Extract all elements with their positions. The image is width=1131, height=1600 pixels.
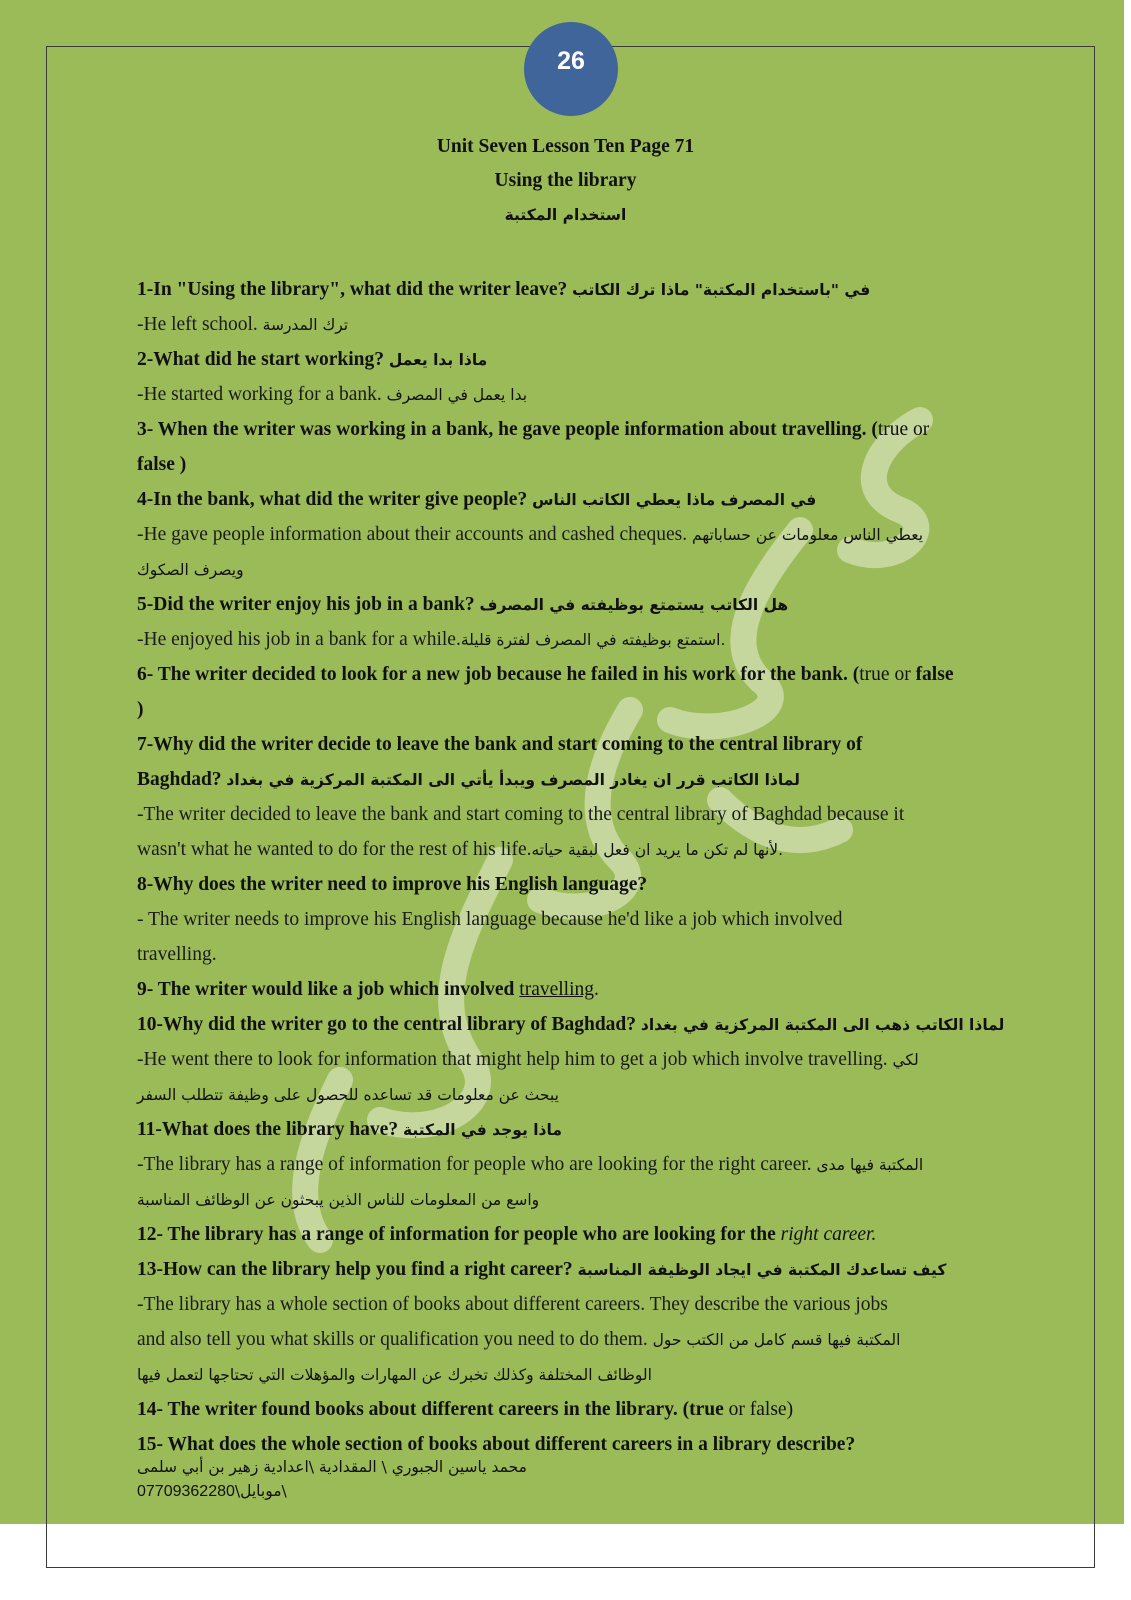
line-4 bbox=[137, 377, 1017, 412]
line-30 bbox=[137, 1287, 1017, 1322]
line-19 bbox=[137, 902, 1017, 937]
lesson-subtitle: Using the library bbox=[494, 170, 637, 191]
question-7-cont: Baghdad? bbox=[137, 769, 222, 790]
answer-11: -The library has a range of information for people who are looking for the right career. bbox=[137, 1154, 812, 1175]
question-3: 3- When the writer was working in a bank, he gave people information about travelling. ( bbox=[137, 419, 878, 440]
question-7-arabic: لماذا الكاتب قرر ان يغادر المصرف ويبدأ يأتي الى المكتبة المركزية في بغداد bbox=[226, 771, 800, 789]
lesson-title: Unit Seven Lesson Ten Page 71 bbox=[436, 136, 695, 157]
question-4: 4-In the bank, what did the writer give people? bbox=[137, 489, 528, 510]
line-7 bbox=[137, 482, 1017, 517]
answer-9-word: travelling bbox=[519, 979, 595, 1000]
question-8: 8-Why does the writer need to improve his English language? bbox=[137, 874, 648, 895]
question-2-arabic: ماذا بدا يعمل bbox=[388, 351, 488, 369]
true-option-answer: true bbox=[689, 1399, 724, 1420]
question-11: 11-What does the library have? bbox=[137, 1119, 399, 1140]
answer-5: -He enjoyed his job in a bank for a while. bbox=[137, 629, 461, 650]
answer-13-arabic-cont: الوظائف المختلفة وكذلك تخبرك عن المهارات والمؤهلات التي تحتاجها لتعمل فيها bbox=[137, 1366, 652, 1384]
line-31 bbox=[137, 1322, 1017, 1357]
answer-4-arabic: يعطي الناس معلومات عن حساباتهم bbox=[692, 526, 924, 544]
question-1-arabic: في "باستخدام المكتبة" ماذا ترك الكاتب bbox=[572, 281, 871, 299]
answer-11-arabic: المكتبة فيها مدى bbox=[816, 1156, 924, 1174]
line-23 bbox=[137, 1042, 1017, 1077]
or-text: or bbox=[889, 664, 916, 685]
answer-1-arabic: ترك المدرسة bbox=[262, 316, 349, 334]
subtitle-arabic-text: استخدام المكتبة bbox=[504, 206, 627, 224]
phone-label: \موبايل\ bbox=[234, 1482, 287, 1500]
answer-7-cont: wasn't what he wanted to do for the rest of his life. bbox=[137, 839, 532, 860]
question-14: 14- The writer found books about different careers in the library. ( bbox=[137, 1399, 690, 1420]
answer-5-arabic: استمتع بوظيفته في المصرف لفترة قليلة. bbox=[460, 631, 726, 649]
question-5: 5-Did the writer enjoy his job in a bank? bbox=[137, 594, 475, 615]
line-26 bbox=[137, 1147, 1017, 1182]
answer-10-arabic-cont: يبحث عن معلومات قد تساعده للحصول على وظيفة تتطلب السفر bbox=[137, 1086, 559, 1104]
line-20 bbox=[137, 937, 1017, 972]
question-1: 1-In "Using the library", what did the writer leave? bbox=[137, 279, 568, 300]
line-8 bbox=[137, 517, 1017, 552]
page-number-badge bbox=[524, 22, 618, 116]
answer-8-cont: travelling. bbox=[137, 944, 217, 965]
answer-2-arabic: بدا يعمل في المصرف bbox=[386, 386, 528, 404]
answer-12-words: right career. bbox=[780, 1224, 877, 1245]
question-4-arabic: في المصرف ماذا يعطي الكاتب الناس bbox=[532, 491, 817, 509]
line-12 bbox=[137, 657, 1017, 692]
line-24 bbox=[137, 1077, 1017, 1112]
answer-13: -The library has a whole section of books about different careers. They describe the various jobs bbox=[137, 1294, 888, 1315]
or-text: or bbox=[908, 419, 930, 440]
question-10-arabic: لماذا الكاتب ذهب الى المكتبة المركزية في بغداد bbox=[640, 1016, 1005, 1034]
author-text: محمد ياسين الجبوري \ المقدادية \اعدادية زهير بن أبي سلمى bbox=[137, 1458, 527, 1476]
question-11-arabic: ماذا يوجد في المكتبة bbox=[402, 1121, 562, 1139]
line-32 bbox=[137, 1357, 1017, 1392]
line-1 bbox=[137, 272, 1017, 307]
line-33 bbox=[137, 1392, 1017, 1427]
false-option-answer: false bbox=[137, 454, 175, 475]
line-10 bbox=[137, 587, 1017, 622]
question-7: 7-Why did the writer decide to leave the bank and start coming to the central library of bbox=[137, 734, 863, 755]
false-option-answer: false bbox=[915, 664, 954, 685]
close-paren: ) bbox=[174, 454, 187, 475]
answer-2: -He started working for a bank. bbox=[137, 384, 382, 405]
answer-10-arabic: لكي bbox=[892, 1051, 919, 1069]
line-14 bbox=[137, 727, 1017, 762]
answer-11-arabic-cont: واسع من المعلومات للناس الذين يبحثون عن الوظائف المناسبة bbox=[137, 1191, 540, 1209]
page-number: 26 bbox=[557, 46, 585, 75]
question-list bbox=[137, 272, 1017, 1462]
answer-1: -He left school. bbox=[137, 314, 258, 335]
line-3 bbox=[137, 342, 1017, 377]
line-6 bbox=[137, 447, 1017, 482]
question-13: 13-How can the library help you find a right career? bbox=[137, 1259, 573, 1280]
footer-author bbox=[137, 1458, 527, 1476]
answer-7-arabic: لأنها لم تكن ما يريد ان فعل لبقية حياته. bbox=[531, 841, 784, 859]
answer-10: -He went there to look for information that might help him to get a job which involve travelling. bbox=[137, 1049, 888, 1070]
answer-13-arabic: المكتبة فيها قسم كامل من الكتب حول bbox=[652, 1331, 901, 1349]
line-21 bbox=[137, 972, 1017, 1007]
question-13-arabic: كيف تساعدك المكتبة في ايجاد الوظيفة المناسبة bbox=[577, 1261, 947, 1279]
line-28 bbox=[137, 1217, 1017, 1252]
line-16 bbox=[137, 797, 1017, 832]
line-5 bbox=[137, 412, 1017, 447]
answer-4-arabic-cont: ويصرف الصكوك bbox=[137, 561, 244, 579]
close-paren: ) bbox=[137, 699, 144, 720]
line-9 bbox=[137, 552, 1017, 587]
true-option: true bbox=[859, 664, 890, 685]
question-12: 12- The library has a range of information for people who are looking for the bbox=[137, 1224, 781, 1245]
line-22 bbox=[137, 1007, 1017, 1042]
line-27 bbox=[137, 1182, 1017, 1217]
line-34 bbox=[137, 1427, 1017, 1462]
question-15: 15- What does the whole section of books about different careers in a library describe? bbox=[137, 1434, 856, 1455]
or-false-text: or false) bbox=[723, 1399, 794, 1420]
question-9: 9- The writer would like a job which involved bbox=[137, 979, 520, 1000]
question-2: 2-What did he start working? bbox=[137, 349, 385, 370]
lesson-subtitle-arabic bbox=[0, 204, 1131, 226]
true-option: true bbox=[877, 419, 909, 440]
line-2 bbox=[137, 307, 1017, 342]
footer-phone bbox=[137, 1482, 287, 1501]
line-13 bbox=[137, 692, 1017, 727]
answer-4: -He gave people information about their accounts and cashed cheques. bbox=[137, 524, 688, 545]
line-25 bbox=[137, 1112, 1017, 1147]
line-18 bbox=[137, 867, 1017, 902]
line-17 bbox=[137, 832, 1017, 867]
answer-13-cont: and also tell you what skills or qualification you need to do them. bbox=[137, 1329, 648, 1350]
question-10: 10-Why did the writer go to the central library of Baghdad? bbox=[137, 1014, 637, 1035]
phone-number: 07709362280 bbox=[137, 1483, 235, 1500]
line-29 bbox=[137, 1252, 1017, 1287]
line-15 bbox=[137, 762, 1017, 797]
answer-7: -The writer decided to leave the bank and start coming to the central library of Baghdad because it bbox=[137, 804, 905, 825]
period: . bbox=[594, 979, 599, 1000]
line-11 bbox=[137, 622, 1017, 657]
question-5-arabic: هل الكاتب يستمتع بوظيفته في المصرف bbox=[479, 596, 789, 614]
question-6: 6- The writer decided to look for a new job because he failed in his work for the bank. ( bbox=[137, 664, 860, 685]
answer-8: - The writer needs to improve his English language because he'd like a job which involved bbox=[137, 909, 843, 930]
